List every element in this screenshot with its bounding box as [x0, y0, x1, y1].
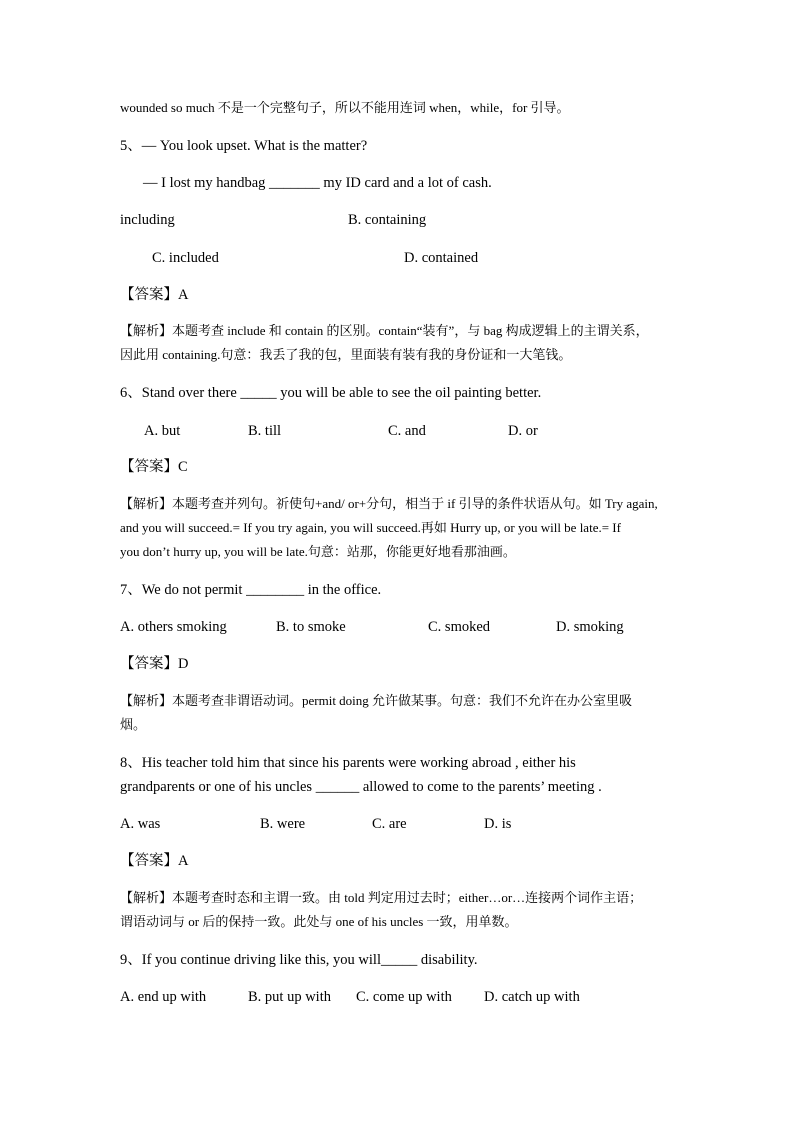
q8-stem-line: grandparents or one of his uncles ______ allowed to come to the parents’ meeting .	[120, 779, 602, 795]
q5-analysis-line: 【解析】本题考查 include 和 contain 的区别。contain“装有”，与 bag 构成逻辑上的主谓关系，	[120, 323, 649, 338]
q7-analysis-line: 【解析】本题考查非谓语动词。permit doing 允许做某事。句意：我们不允许在办公室里吸	[120, 693, 633, 708]
q6-option-d: D. or	[508, 423, 538, 439]
q5-option-a: including	[120, 212, 175, 228]
q8-stem-line: 8、His teacher told him that since his parents were working abroad , either his	[120, 755, 576, 771]
q5-option-c: C. included	[152, 250, 219, 266]
q6-option-c: C. and	[388, 423, 426, 439]
intro-line: wounded so much 不是一个完整句子，所以不能用连词 when，while，for 引导。	[120, 100, 570, 115]
q7-analysis-line: 烟。	[120, 717, 147, 732]
q9-option-c: C. come up with	[356, 989, 452, 1005]
q6-answer: 【答案】C	[120, 459, 188, 475]
q8-option-c: C. are	[372, 816, 407, 832]
q7-option-a: A. others smoking	[120, 619, 227, 635]
q5-option-d: D. contained	[404, 250, 479, 266]
q8-option-a: A. was	[120, 816, 161, 832]
q7-option-d: D. smoking	[556, 619, 624, 635]
q6-option-a: A. but	[144, 423, 181, 439]
q8-analysis-line: 【解析】本题考查时态和主谓一致。由 told 判定用过去时；either…or…连接两个词作主语；	[120, 890, 643, 905]
q9-stem: 9、If you continue driving like this, you will_____ disability.	[120, 952, 478, 968]
q6-analysis-line: you don’t hurry up, you will be late.句意：站那，你能更好地看那油画。	[120, 544, 516, 559]
q7-stem: 7、We do not permit ________ in the office.	[120, 582, 382, 598]
q8-option-b: B. were	[260, 816, 306, 832]
q9-option-d: D. catch up with	[484, 989, 580, 1005]
q6-analysis-line: and you will succeed.= If you try again, you will succeed.再如 Hurry up, or you will be late.= If	[120, 520, 621, 535]
q6-stem: 6、Stand over there _____ you will be able to see the oil painting better.	[120, 385, 542, 401]
q7-option-c: C. smoked	[428, 619, 491, 635]
q7-answer: 【答案】D	[120, 656, 189, 672]
q5-reply: — I lost my handbag _______ my ID card and a lot of cash.	[143, 175, 492, 191]
q5-analysis-line: 因此用 containing.句意：我丢了我的包，里面装有装有我的身份证和一大笔钱。	[120, 347, 572, 362]
q5-option-b: B. containing	[348, 212, 427, 228]
q8-answer: 【答案】A	[120, 853, 189, 869]
q5-stem: 5、— You look upset. What is the matter?	[120, 138, 368, 154]
q5-answer: 【答案】A	[120, 287, 189, 303]
q8-option-d: D. is	[484, 816, 512, 832]
q9-option-b: B. put up with	[248, 989, 331, 1005]
q8-analysis-line: 谓语动词与 or 后的保持一致。此处与 one of his uncles 一致，用单数。	[120, 914, 518, 929]
q6-option-b: B. till	[248, 423, 282, 439]
q7-option-b: B. to smoke	[276, 619, 346, 635]
q9-option-a: A. end up with	[120, 989, 207, 1005]
q6-analysis-line: 【解析】本题考查并列句。祈使句+and/ or+分句，相当于 if 引导的条件状语从句。如 Try again,	[120, 496, 658, 511]
